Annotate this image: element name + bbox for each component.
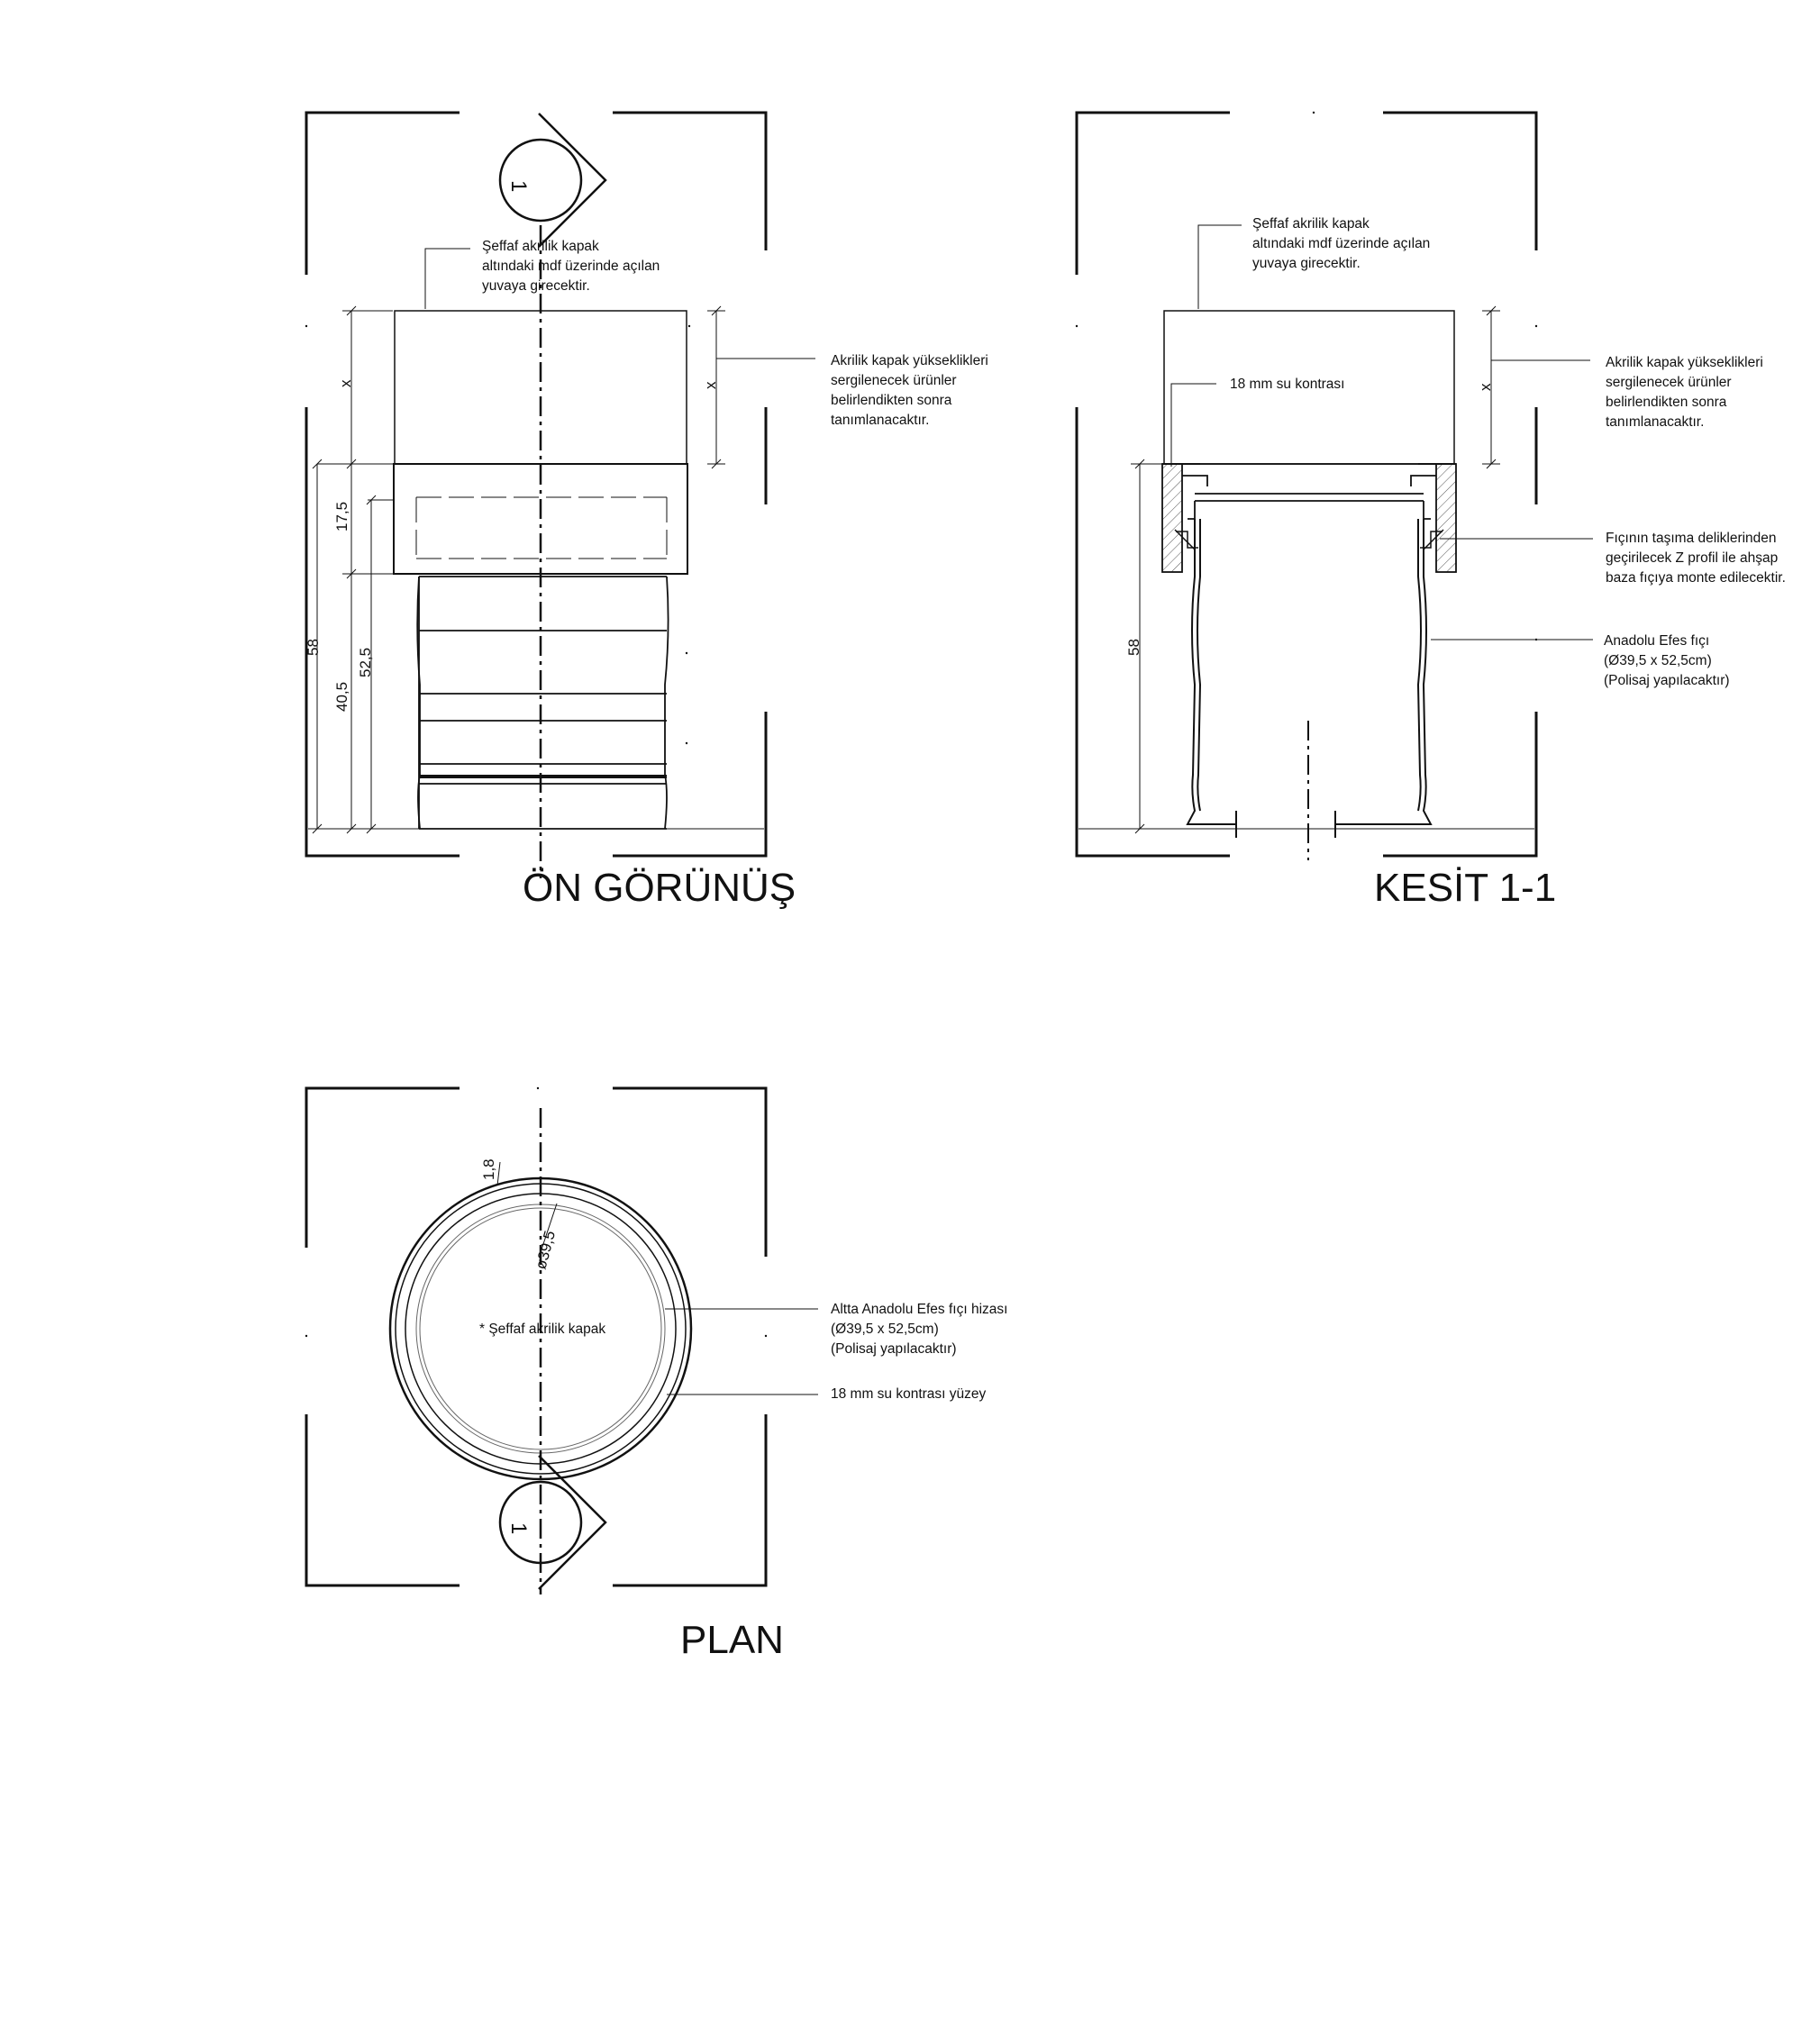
plan-view <box>305 1087 1012 1662</box>
front-view <box>305 113 992 910</box>
section-note-plywood: 18 mm su kontrası <box>1230 377 1345 392</box>
section-note-keg: Anadolu Efes fıçı (Ø39,5 x 52,5cm) (Polisaj yapılacaktır) <box>1604 633 1730 688</box>
section-note-zprofile: Fıçının taşıma deliklerinden geçirilecek Z profil ile ahşap baza fıçıya monte edilecektir. <box>1606 531 1786 586</box>
front-section-number: 1 <box>506 180 531 193</box>
front-dimension-right <box>707 306 815 468</box>
front-frame <box>306 113 766 856</box>
plan-ticks <box>305 1087 767 1337</box>
front-dim-52-5: 52,5 <box>357 647 374 677</box>
plan-label-center: * Şeffaf akrilik kapak <box>479 1322 606 1337</box>
plan-frame <box>306 1088 766 1585</box>
section-dim-x-right: x <box>1477 383 1494 391</box>
front-note-lid: Şeffaf akrilik kapak altındaki mdf üzerinde açılan yuvaya girecektir. <box>482 239 660 294</box>
section-wood-base <box>1162 464 1456 572</box>
front-note-height: Akrilik kapak yükseklikleri sergilenecek ürünler belirlendikten sonra tanımlanacaktır. <box>831 353 988 428</box>
plan-dim-diameter: ø39,5 <box>532 1229 560 1272</box>
front-keg-body <box>417 577 668 829</box>
section-title: KESİT 1-1 <box>1374 866 1557 910</box>
plan-section-number: 1 <box>506 1522 531 1535</box>
plan-section-bubble <box>500 1456 605 1589</box>
plan-note-plywood: 18 mm su kontrası yüzey <box>831 1386 987 1402</box>
section-note-height: Akrilik kapak yükseklikleri sergilenecek ürünler belirlendikten sonra tanımlanacaktır. <box>1606 355 1763 430</box>
plan-title: PLAN <box>680 1618 784 1662</box>
plan-dim-1-8: 1,8 <box>480 1158 497 1180</box>
section-leaders <box>1171 225 1593 640</box>
section-dim-58: 58 <box>1125 639 1142 656</box>
front-dim-58: 58 <box>305 639 322 656</box>
front-lid-leader <box>425 249 470 309</box>
front-dim-x-left: x <box>337 379 354 387</box>
front-title: ÖN GÖRÜNÜŞ <box>523 866 796 910</box>
front-dim-40-5: 40,5 <box>333 681 350 712</box>
front-dim-x-right: x <box>702 381 719 389</box>
front-section-bubble <box>500 114 605 247</box>
plan-note-keg: Altta Anadolu Efes fıçı hizası (Ø39,5 x 52,5cm) (Polisaj yapılacaktır) <box>831 1302 1008 1357</box>
plan-leaders <box>665 1309 818 1394</box>
front-ticks <box>305 325 690 744</box>
section-view <box>1076 112 1786 910</box>
section-note-lid: Şeffaf akrilik kapak altındaki mdf üzerinde açılan yuvaya girecektir. <box>1252 216 1431 271</box>
section-z-profiles <box>1175 530 1443 550</box>
front-dim-17-5: 17,5 <box>333 501 350 531</box>
